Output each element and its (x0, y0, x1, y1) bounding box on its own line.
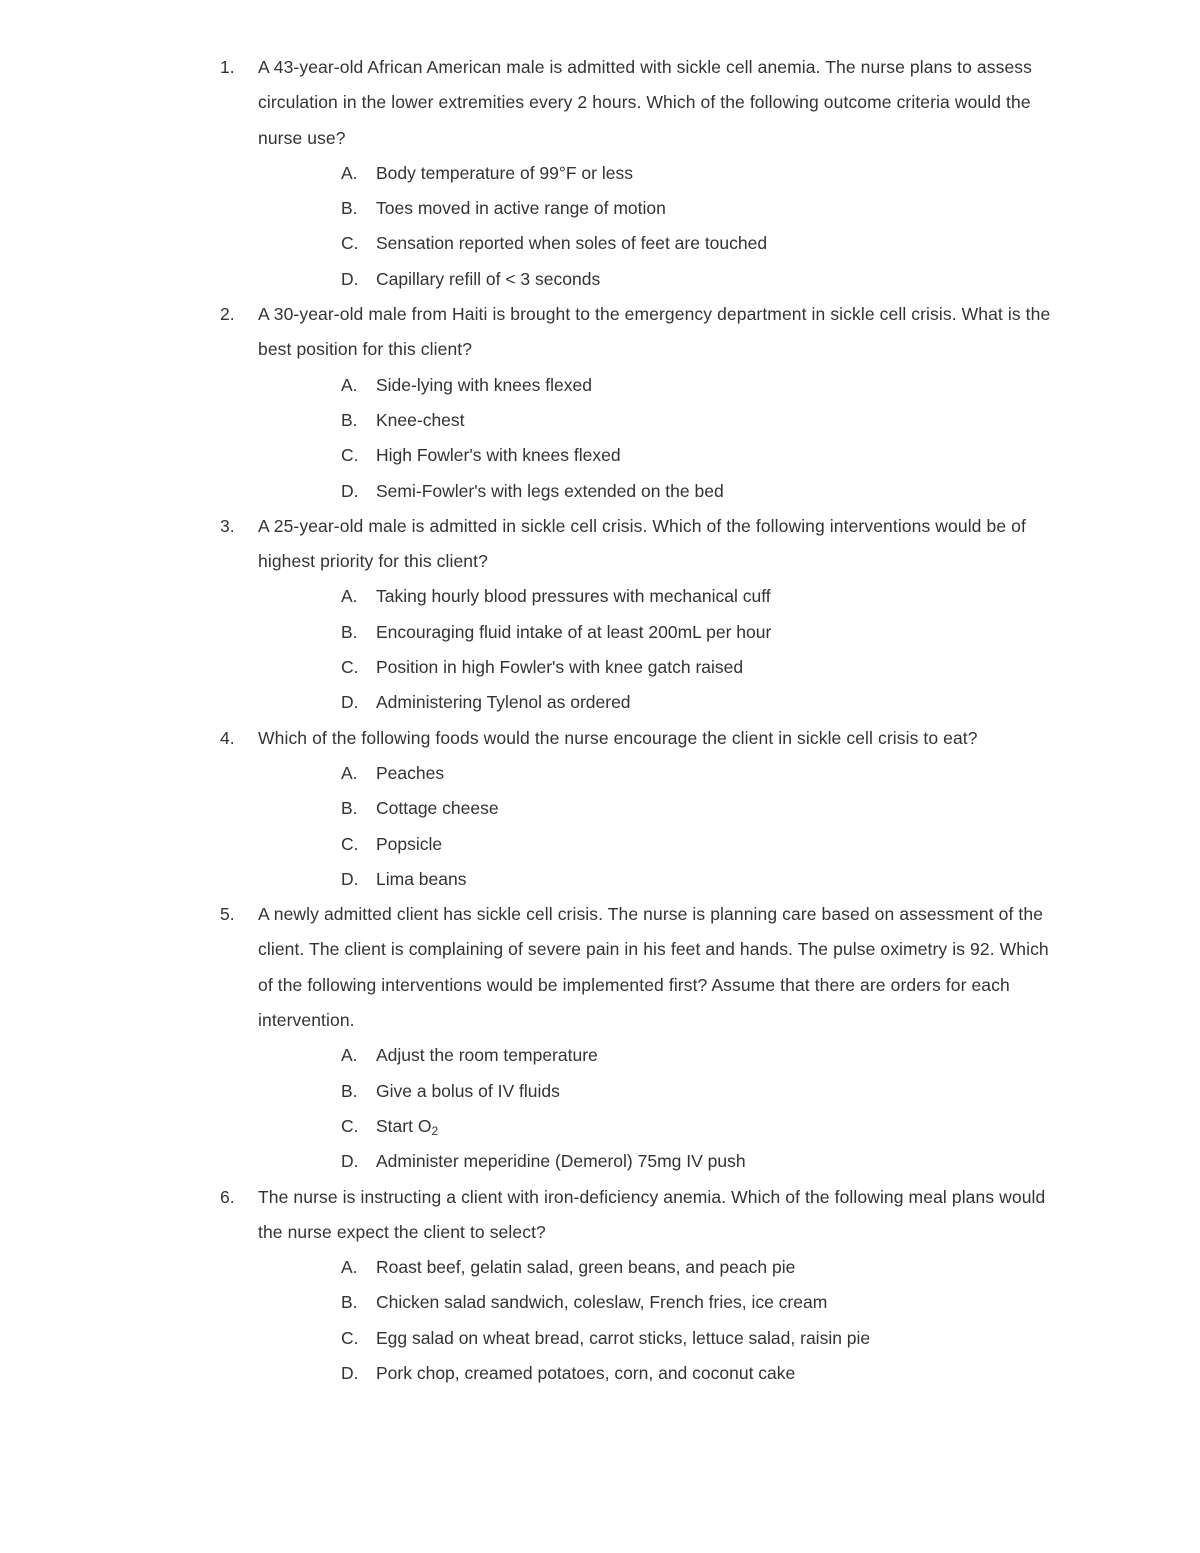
option-list (258, 579, 1058, 720)
option-letter: C. (341, 657, 359, 678)
option-letter: C. (341, 833, 359, 854)
question-text: A 30-year-old male from Haiti is brought to the emergency department in sickle cell crisis. What is the best position for this client? (258, 304, 1051, 360)
option-letter: D. (341, 692, 359, 713)
option-item (258, 685, 1058, 720)
question-3 (0, 509, 1058, 721)
option-text: Administer meperidine (Demerol) 75mg IV push (376, 1151, 746, 1172)
option-item (258, 1321, 1058, 1356)
option-letter: C. (341, 1115, 359, 1136)
option-letter: A. (341, 1257, 358, 1278)
option-letter: A. (341, 374, 358, 395)
option-item (258, 1038, 1058, 1073)
option-text: Position in high Fowler's with knee gatch raised (376, 657, 744, 678)
option-letter: B. (341, 409, 358, 430)
option-letter: D. (341, 1362, 359, 1383)
option-item (258, 1285, 1058, 1320)
option-list (258, 756, 1058, 897)
option-letter: D. (341, 268, 359, 289)
question-text: Which of the following foods would the nurse encourage the client in sickle cell crisis to eat? (258, 727, 978, 748)
option-text: Lima beans (376, 868, 467, 889)
option-item (258, 791, 1058, 826)
question-number: 1. (220, 57, 235, 77)
option-item (258, 1074, 1058, 1109)
question-text: The nurse is instructing a client with iron-deficiency anemia. Which of the following meal plans would the nurse expect the client to select? (258, 1186, 1046, 1242)
option-text: High Fowler's with knees flexed (376, 445, 621, 466)
question-text: A newly admitted client has sickle cell crisis. The nurse is planning care based on assessment of the client. The client is complaining of severe pain in his feet and hands. The pulse oximetry is 92. Which of the following interventions would be implemented first? Assume that there are orders for each intervention. (258, 904, 1049, 1031)
option-text: Pork chop, creamed potatoes, corn, and coconut cake (376, 1362, 796, 1383)
option-text: Capillary refill of < 3 seconds (376, 268, 601, 289)
option-item (258, 191, 1058, 226)
option-item (258, 756, 1058, 791)
option-list (258, 156, 1058, 297)
question-text: A 43-year-old African American male is admitted with sickle cell anemia. The nurse plans to assess circulation in the lower extremities every 2 hours. Which of the following outcome criteria would the nurse use? (258, 57, 1032, 148)
question-number: 2. (220, 304, 235, 325)
question-number: 3. (220, 515, 235, 536)
option-text: Adjust the room temperature (376, 1045, 598, 1066)
option-text: Toes moved in active range of motion (376, 198, 666, 219)
option-list (258, 368, 1058, 509)
option-item (258, 615, 1058, 650)
question-2 (0, 297, 1058, 509)
option-text: Administering Tylenol as ordered (376, 692, 631, 713)
option-item (258, 1356, 1058, 1391)
option-text: Roast beef, gelatin salad, green beans, and peach pie (376, 1257, 796, 1278)
option-letter: C. (341, 1327, 359, 1348)
option-item (258, 1250, 1058, 1285)
option-item (258, 403, 1058, 438)
option-letter: A. (341, 586, 358, 607)
option-item (258, 226, 1058, 261)
option-text: Body temperature of 99°F or less (376, 162, 633, 183)
option-text: Encouraging fluid intake of at least 200mL per hour (376, 621, 772, 642)
option-text: Peaches (376, 762, 445, 783)
option-item (258, 474, 1058, 509)
question-4 (0, 721, 1058, 897)
question-text: A 25-year-old male is admitted in sickle cell crisis. Which of the following interventions would be of highest priority for this client? (258, 515, 1026, 572)
option-item (258, 438, 1058, 473)
question-number: 5. (220, 904, 235, 925)
option-item (258, 262, 1058, 297)
option-text: Cottage cheese (376, 798, 499, 819)
option-letter: D. (341, 868, 359, 889)
question-number: 6. (220, 1186, 235, 1207)
option-letter: B. (341, 198, 358, 219)
option-letter: B. (341, 1292, 358, 1313)
subscript: 2 (431, 1123, 439, 1138)
option-letter: D. (341, 1151, 359, 1172)
option-item (258, 1109, 1058, 1144)
option-text: Chicken salad sandwich, coleslaw, French fries, ice cream (376, 1292, 828, 1313)
option-text: Sensation reported when soles of feet are touched (376, 233, 768, 254)
option-text: Start O (376, 1115, 432, 1136)
option-letter: C. (341, 233, 359, 254)
option-letter: A. (341, 762, 358, 783)
option-text: Popsicle (376, 833, 443, 854)
question-number: 4. (220, 727, 235, 748)
option-text: Taking hourly blood pressures with mechanical cuff (376, 586, 771, 607)
option-text: Give a bolus of IV fluids (376, 1080, 560, 1101)
option-letter: C. (341, 445, 359, 466)
question-5 (0, 897, 1058, 1179)
option-text: Side-lying with knees flexed (376, 374, 592, 395)
option-letter: D. (341, 480, 359, 501)
option-item (258, 862, 1058, 897)
option-letter: B. (341, 798, 358, 819)
option-item (258, 827, 1058, 862)
question-6 (0, 1180, 1058, 1392)
option-item (258, 368, 1058, 403)
document-page (0, 50, 1200, 1391)
option-item (258, 156, 1058, 191)
option-text: Knee-chest (376, 409, 465, 430)
option-list (258, 1038, 1058, 1179)
option-letter: A. (341, 162, 358, 183)
option-item (258, 579, 1058, 614)
option-letter: A. (341, 1045, 358, 1066)
option-letter: B. (341, 1080, 358, 1101)
question-1 (0, 50, 1058, 297)
option-list (258, 1250, 1058, 1391)
option-text: Semi-Fowler's with legs extended on the bed (376, 480, 724, 501)
option-item (258, 650, 1058, 685)
option-text: Egg salad on wheat bread, carrot sticks, lettuce salad, raisin pie (376, 1327, 871, 1348)
option-item (258, 1144, 1058, 1179)
option-letter: B. (341, 621, 358, 642)
